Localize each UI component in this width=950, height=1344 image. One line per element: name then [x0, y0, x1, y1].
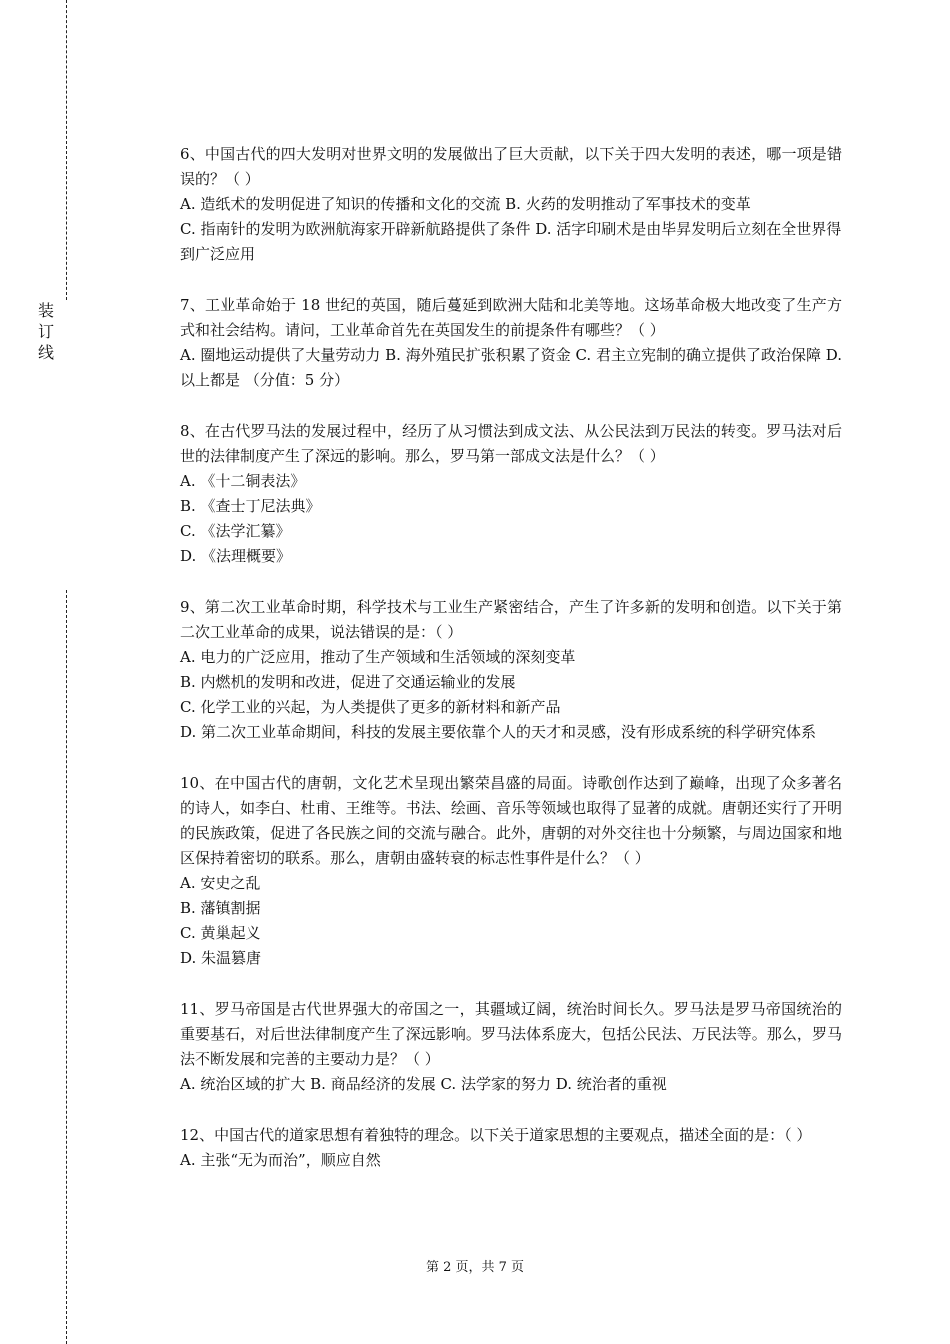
question-option: C. 化学工业的兴起，为人类提供了更多的新材料和新产品 — [180, 698, 561, 716]
binding-char: 订 — [37, 322, 54, 341]
question-stem: 9、第二次工业革命时期，科学技术与工业生产紧密结合，产生了许多新的发明和创造。以下关于第二次工业革命的成果，说法错误的是：（ ） — [180, 598, 842, 641]
question-8 — [180, 419, 842, 569]
question-option: A. 造纸术的发明促进了知识的传播和文化的交流 B. 火药的发明推动了军事技术的变革 — [180, 195, 751, 213]
question-10 — [180, 771, 842, 971]
question-6 — [180, 142, 842, 267]
question-option: B. 内燃机的发明和改进，促进了交通运输业的发展 — [180, 673, 516, 691]
question-option: B. 《查士丁尼法典》 — [180, 497, 321, 515]
question-option: A. 圈地运动提供了大量劳动力 B. 海外殖民扩张积累了资金 C. 君主立宪制的确立提供了政治保障 D. 以上都是 （分值：5 分） — [180, 346, 842, 389]
question-option: A. 统治区域的扩大 B. 商品经济的发展 C. 法学家的努力 D. 统治者的重视 — [180, 1075, 667, 1093]
question-option: A. 《十二铜表法》 — [180, 472, 306, 490]
question-stem: 12、中国古代的道家思想有着独特的理念。以下关于道家思想的主要观点，描述全面的是：（ ） — [180, 1126, 812, 1144]
binding-char: 线 — [37, 343, 54, 362]
question-option: C. 指南针的发明为欧洲航海家开辟新航路提供了条件 D. 活字印刷术是由毕昇发明后立刻在全世界得到广泛应用 — [180, 220, 842, 263]
question-stem: 10、在中国古代的唐朝，文化艺术呈现出繁荣昌盛的局面。诗歌创作达到了巅峰，出现了众多著名的诗人，如李白、杜甫、王维等。书法、绘画、音乐等领域也取得了显著的成就。唐朝还实行了开明的民族政策，促进了各民族之间的交流与融合。此外，唐朝的对外交往也十分频繁，与周边国家和地区保持着密切的联系。那么，唐朝由盛转衰的标志性事件是什么？（ ） — [180, 774, 842, 867]
question-option: D. 《法理概要》 — [180, 547, 292, 565]
binding-line-bottom — [66, 590, 67, 1344]
question-9 — [180, 595, 842, 745]
question-stem: 8、在古代罗马法的发展过程中，经历了从习惯法到成文法、从公民法到万民法的转变。罗马法对后世的法律制度产生了深远的影响。那么，罗马第一部成文法是什么？（ ） — [180, 422, 842, 465]
question-option: A. 主张“无为而治”，顺应自然 — [180, 1151, 381, 1169]
question-7 — [180, 293, 842, 393]
question-option: D. 第二次工业革命期间，科技的发展主要依靠个人的天才和灵感，没有形成系统的科学研究体系 — [180, 723, 817, 741]
question-option: C. 黄巢起义 — [180, 924, 261, 942]
binding-label — [36, 300, 56, 363]
binding-char: 装 — [37, 301, 54, 320]
question-stem: 6、中国古代的四大发明对世界文明的发展做出了巨大贡献，以下关于四大发明的表述，哪一项是错误的？（ ） — [180, 145, 842, 188]
question-list — [180, 142, 842, 1199]
question-stem: 7、工业革命始于 18 世纪的英国，随后蔓延到欧洲大陆和北美等地。这场革命极大地改变了生产方式和社会结构。请问，工业革命首先在英国发生的前提条件有哪些？（ ） — [180, 296, 842, 339]
question-option: B. 藩镇割据 — [180, 899, 261, 917]
question-option: A. 电力的广泛应用，推动了生产领域和生活领域的深刻变革 — [180, 648, 576, 666]
question-option: C. 《法学汇纂》 — [180, 522, 291, 540]
binding-line-top — [66, 0, 67, 300]
page-number: 第 2 页，共 7 页 — [425, 1260, 525, 1275]
question-option: D. 朱温篡唐 — [180, 949, 262, 967]
question-12 — [180, 1123, 842, 1173]
page-footer — [0, 1256, 950, 1275]
question-11 — [180, 997, 842, 1097]
question-stem: 11、罗马帝国是古代世界强大的帝国之一，其疆域辽阔，统治时间长久。罗马法是罗马帝国统治的重要基石，对后世法律制度产生了深远影响。罗马法体系庞大，包括公民法、万民法等。那么，罗马法不断发展和完善的主要动力是？（ ） — [180, 1000, 842, 1068]
question-option: A. 安史之乱 — [180, 874, 261, 892]
